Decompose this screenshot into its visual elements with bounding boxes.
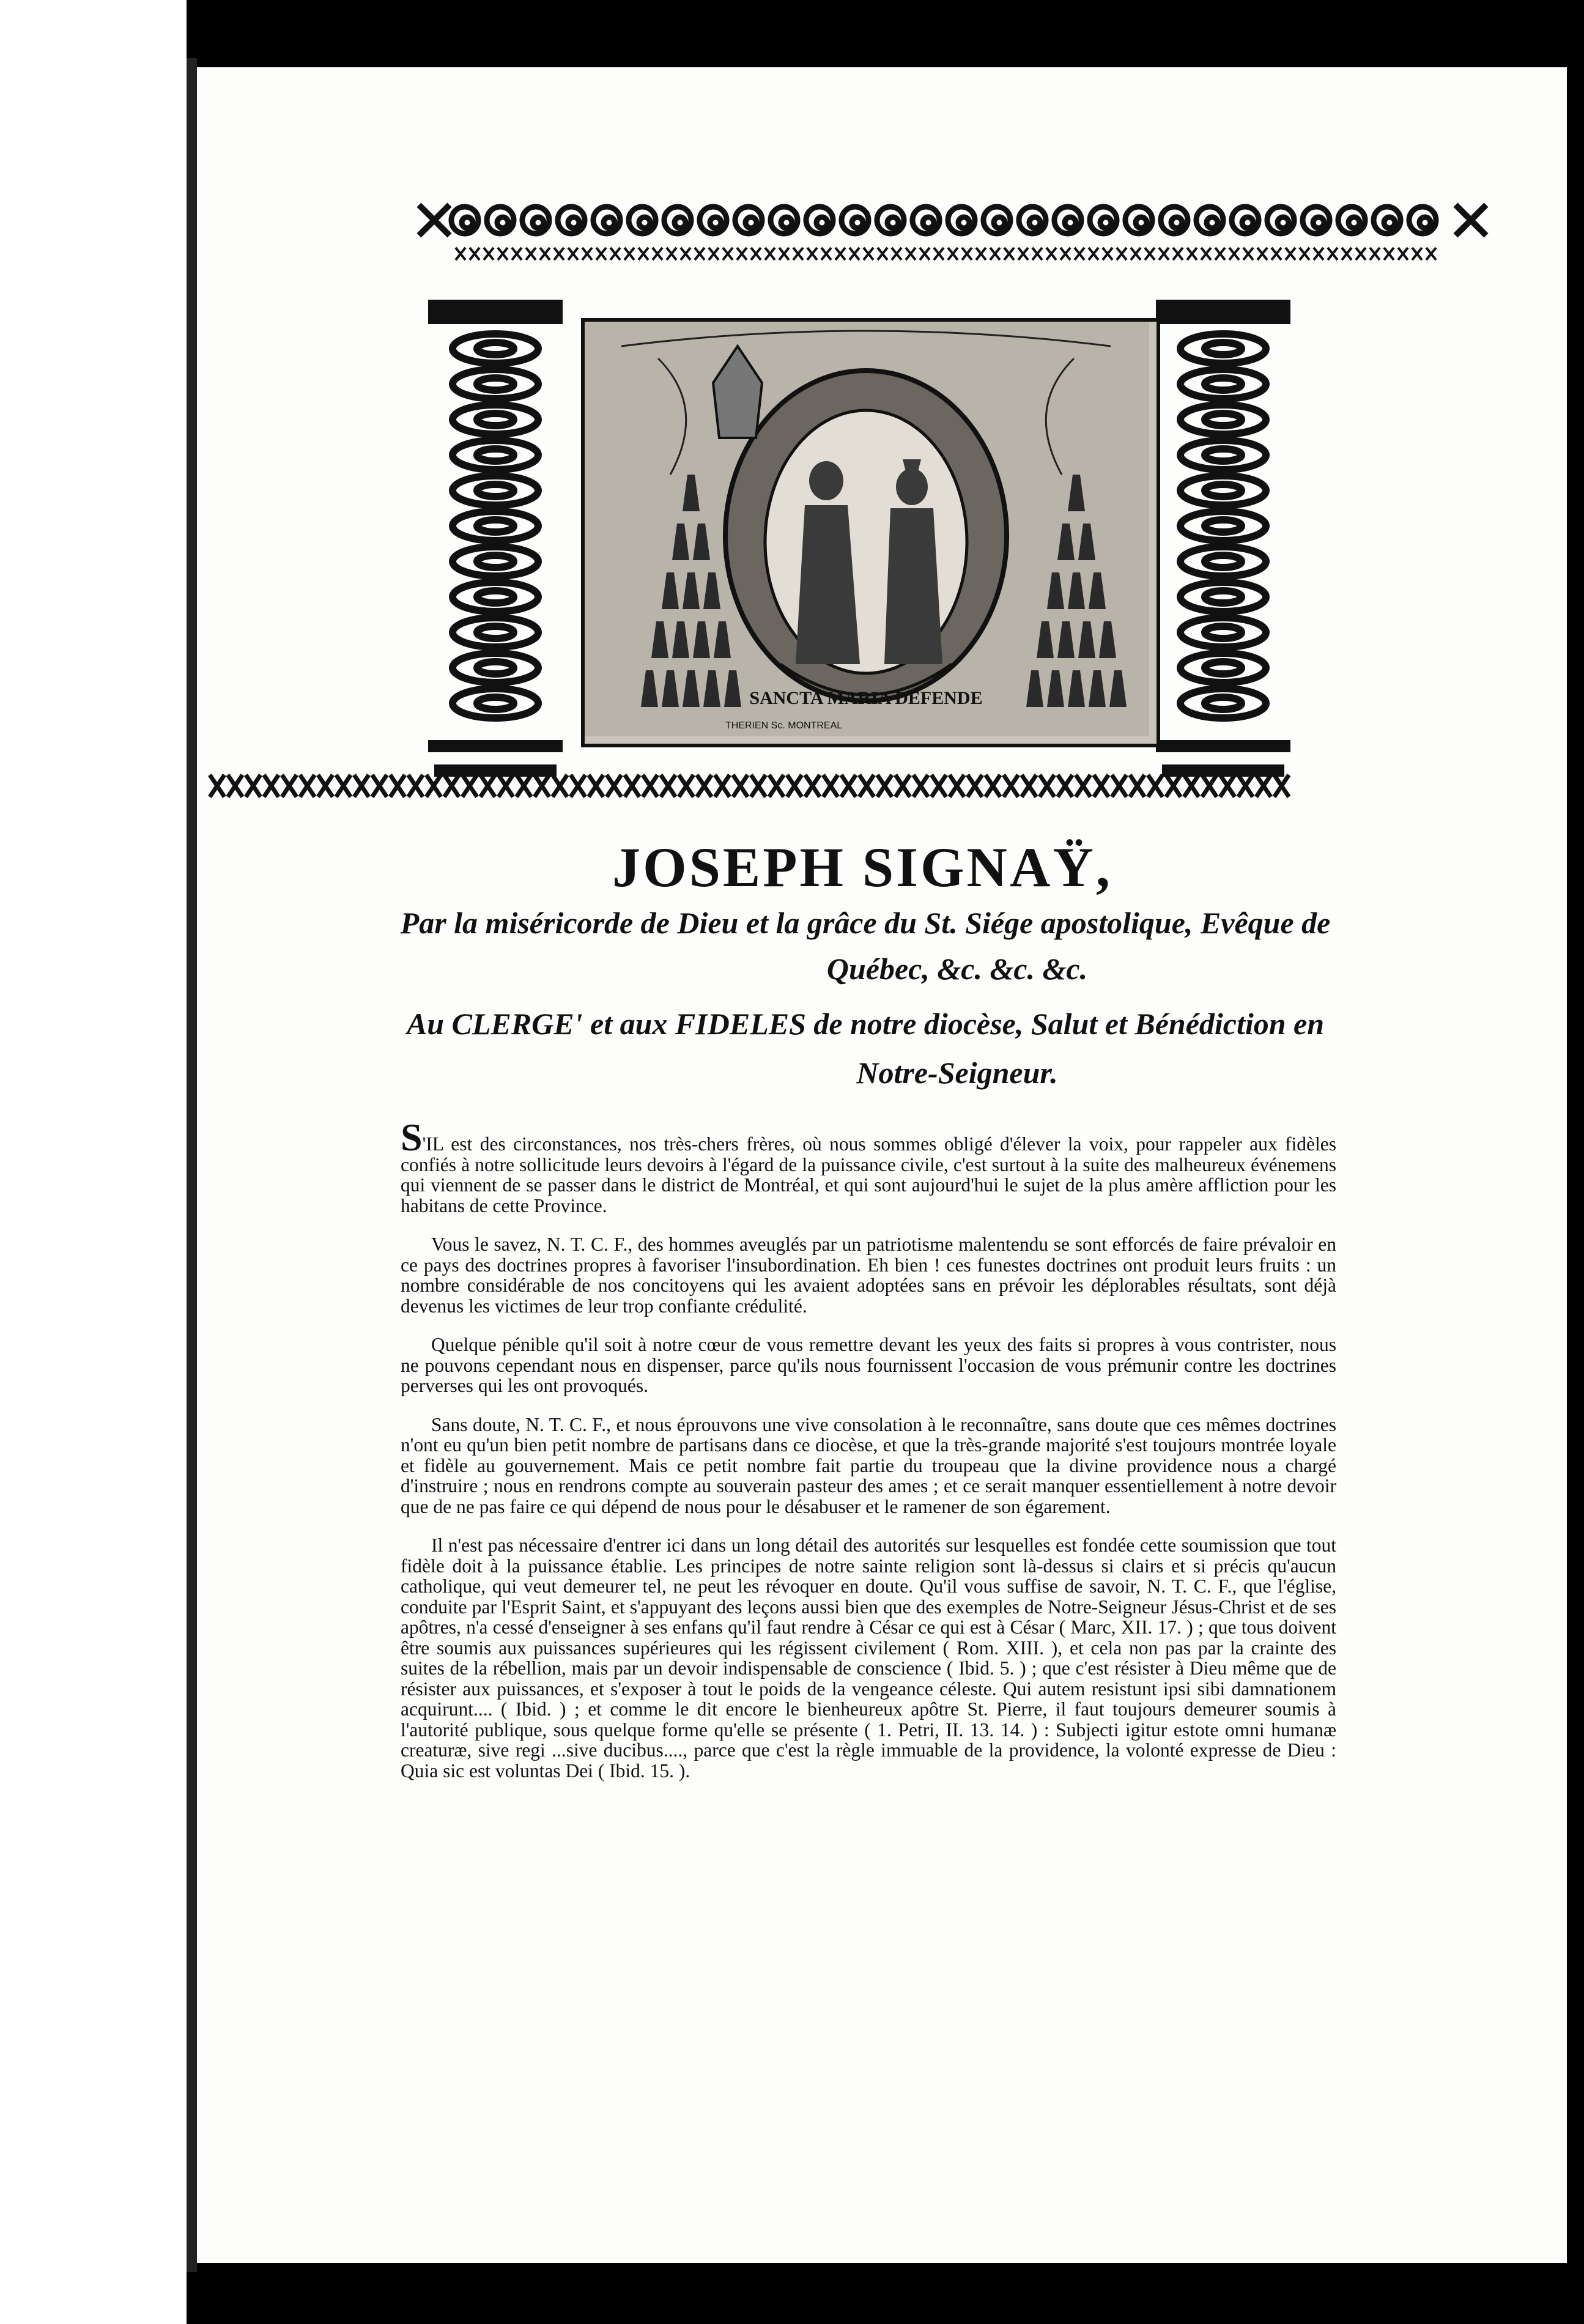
sheet-edge xyxy=(187,58,197,2272)
seal-motto: SANCTA MARIA DEFENDE xyxy=(749,688,983,708)
paragraph-1-text: 'IL est des circonstances, nos très-chers frères, où nous sommes obligé d'élever la voix, pour rappeler aux fidèles confiés à notre sollicitude leurs devoirs à l'égard de la puissance civile, c'est surtout à la suite des malheureux événemens qui viennent de se passer dans le district de Montréal, et qui sont aujourd'hui le sujet de la plus amère affliction pour les habitans de cette Province. xyxy=(401,1133,1336,1216)
left-margin xyxy=(0,0,187,2324)
ornamental-divider xyxy=(205,768,1306,804)
pastoral-letter-body xyxy=(401,1116,1336,1799)
arms-illustration xyxy=(585,322,1149,736)
paragraph-2: Vous le savez, N. T. C. F., des hommes aveuglés par un patriotisme malentendu se sont efforcés de faire prévaloir en ce pays des doctrines propres à favoriser l'insubordination. Eh bien ! ces funestes doctrines ont produit leurs fruits : un nombre considérable de nos concitoyens qui les avaient adoptées sans en prévoir les déplorables résultats, sont déjà devenus les victimes de leur trop confiante crédulité. xyxy=(401,1234,1336,1317)
ornamental-header-border xyxy=(413,147,1498,269)
coat-of-arms-engraving xyxy=(581,318,1160,747)
paragraph-5: Il n'est pas nécessaire d'entrer ici dans un long détail des autorités sur lesquelles est fondée cette soumission que tout fidèle doit à la puissance établie. Les principes de notre sainte religion sont là-dessus si clairs et si précis qu'aucun catholique, qui veut demeurer tel, ne peut les révoquer en doute. Qu'il vous suffise de savoir, N. T. C. F., que l'église, conduite par l'Esprit Saint, et s'appuyant des leçons aussi bien que des exemples de Notre-Seigneur Jésus-Christ et de ses apôtres, n'a cessé d'enseigner à ses enfans qu'il faut rendre à César ce qui est à César ( Marc, XII. 17. ) ; que tous doivent être soumis aux puissances supérieures qui les régissent civilement ( Rom. XIII. ), et cela non pas par la crainte des suites de la rébellion, mais par un devoir indispensable de conscience ( Ibid. 5. ) ; que c'est résister à Dieu même que de résister aux puissances, et s'exposer à tout le poids de la vengeance céleste. Qui autem resistunt ipsi sibi damnationem acquirunt.... ( Ibid. ) ; et comme le dit encore le bienheureux apôtre St. Pierre, il faut toujours demeurer soumis à l'autorité publique, sous quelque forme qu'elle se présente ( 1. Petri, II. 13. 14. ) : Subjecti igitur estote omni humanæ creaturæ, sive regi ...sive ducibus...., parce que c'est la règle immuable de la providence, la volonté expresse de Dieu : Quia sic est voluntas Dei ( Ibid. 15. ). xyxy=(401,1534,1336,1782)
bishop-title-line-2: Québec, &c. &c. &c. xyxy=(826,952,1088,986)
engraver-credit: THERIEN Sc. MONTREAL xyxy=(725,720,843,731)
ornamental-right-column xyxy=(1150,300,1297,789)
paragraph-4: Sans doute, N. T. C. F., et nous éprouvons une vive consolation à le reconnaître, sans doute que ces mêmes doctrines n'ont eu qu'un bien petit nombre de partisans dans ce diocèse, et que la très-grande majorité s'est toujours montrée loyale et fidèle au gouvernement. Mais ce petit nombre fait partie du troupeau que la divine providence nous a chargé d'instruire ; nous en rendrons compte au souverain pasteur des ames ; et ce serait manquer essentiellement à notre devoir que de ne pas faire ce qui dépend de nous pour le désabuser et le ramener de son égarement. xyxy=(401,1413,1336,1517)
bishop-title-line-1: Par la miséricorde de Dieu et la grâce du St. Siége apostolique, Evêque de xyxy=(400,906,1331,940)
page-title: JOSEPH SIGNAŸ, xyxy=(612,836,1112,898)
drop-cap: S xyxy=(401,1116,423,1159)
ornamental-left-column xyxy=(422,300,569,789)
address-line-1: Au CLERGE' et aux FIDELES de notre diocèse, Salut et Bénédiction en xyxy=(406,1007,1325,1041)
paragraph-3: Quelque pénible qu'il soit à notre cœur de vous remettre devant les yeux des faits si propres à vous contrister, nous ne pouvons cependant nous en dispenser, parce qu'ils nous fournissent l'occasion de vous prémunir contre les doctrines perverses qui les ont provoqués. xyxy=(401,1334,1336,1396)
address-line-2: Notre-Seigneur. xyxy=(856,1056,1058,1090)
paragraph-1 xyxy=(401,1116,1336,1216)
